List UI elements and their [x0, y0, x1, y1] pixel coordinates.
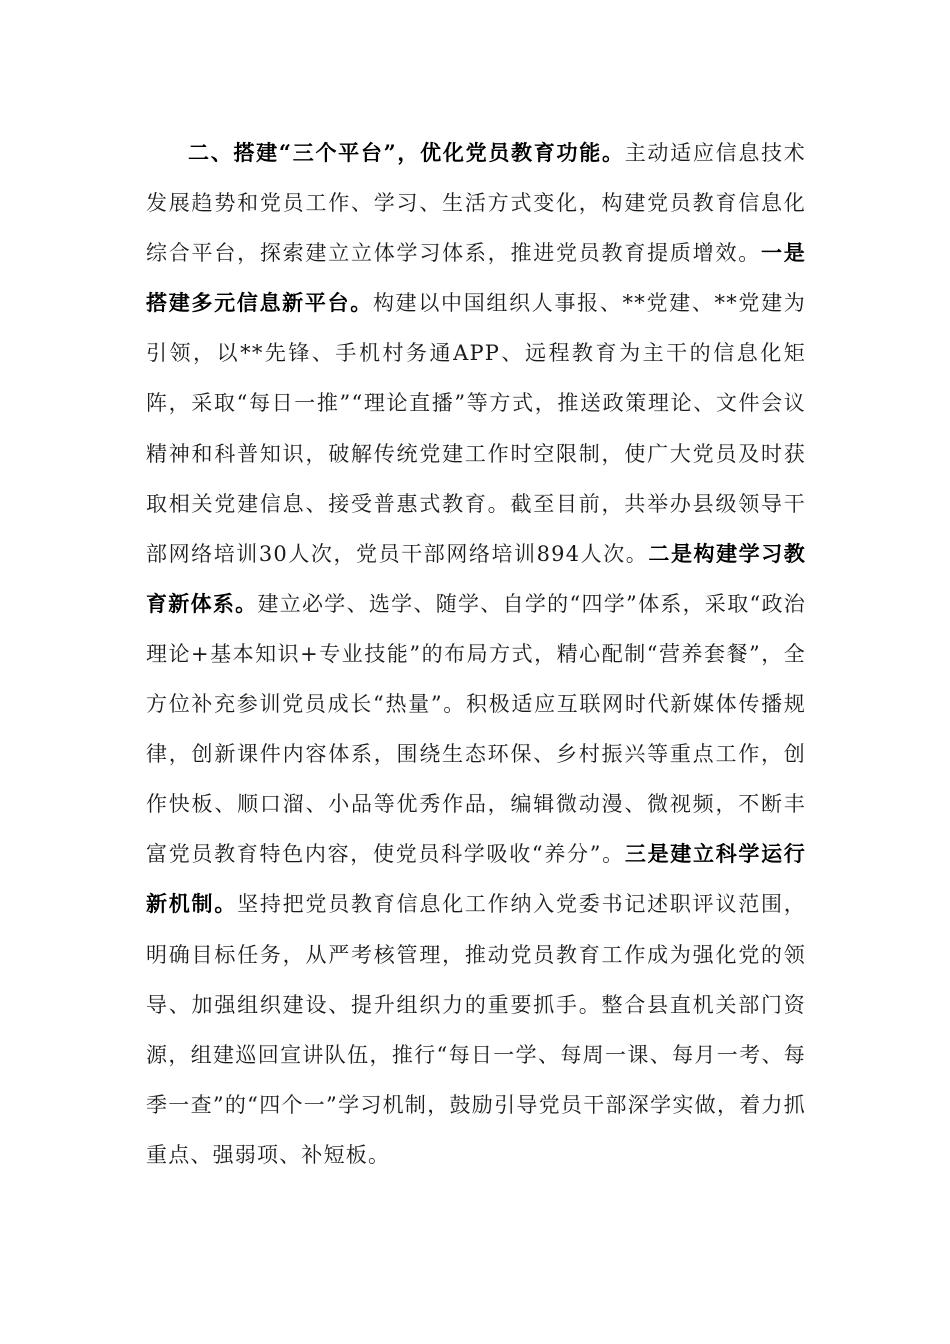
paragraph-text: 建立必学、选学、随学、自学的“四学”体系，采取“政治理论+基本知识+专业技能”的布局方式，精心配制“营养套餐”，全方位补充参训党员成长“热量”。积极适应互联网时代新媒体传播规律，创新课件内容体系，围绕生态环保、乡村振兴等重点工作，创作快板、顺口溜、小品等优秀作品，编辑微动漫、微视频，不断丰富党员教育特色内容，使党员科学吸收“养分”。	[146, 591, 807, 867]
paragraph-text: 坚持把党员教育信息化工作纳入党委书记述职评议范围，明确目标任务，从严考核管理，推动党员教育工作成为强化党的领导、加强组织建设、提升组织力的重要抓手。整合县直机关部门资源，组建巡回宣讲队伍，推行“每日一学、每周一课、每月一考、每季一查”的“四个一”学习机制，鼓励引导党员干部深学实做，着力抓重点、强弱项、补短板。	[146, 892, 806, 1167]
section-heading: 二、搭建“三个平台”，优化党员教育功能。	[188, 140, 625, 165]
body-paragraph	[146, 128, 806, 1180]
subheading-two: 二是构建学习教育新体系。	[146, 540, 806, 616]
subheading-one: 一是搭建多元信息新平台。	[146, 240, 806, 316]
subheading-three: 三是建立科学运行新机制。	[146, 841, 806, 917]
paragraph-text: 主动适应信息技术发展趋势和党员工作、学习、生活方式变化，构建党员教育信息化综合平台，探索建立立体学习体系，推进党员教育提质增效。	[146, 141, 806, 266]
paragraph-text: 构建以中国组织人事报、**党建、**党建为引领，以**先锋、手机村务通APP、远程教育为主干的信息化矩阵，采取“每日一推”“理论直播”等方式，推送政策理论、文件会议精神和科普知识，破解传统党建工作时空限制，使广大党员及时获取相关党建信息、接受普惠式教育。截至目前，共举办县级领导干部网络培训30人次，党员干部网络培训894人次。	[146, 291, 807, 566]
